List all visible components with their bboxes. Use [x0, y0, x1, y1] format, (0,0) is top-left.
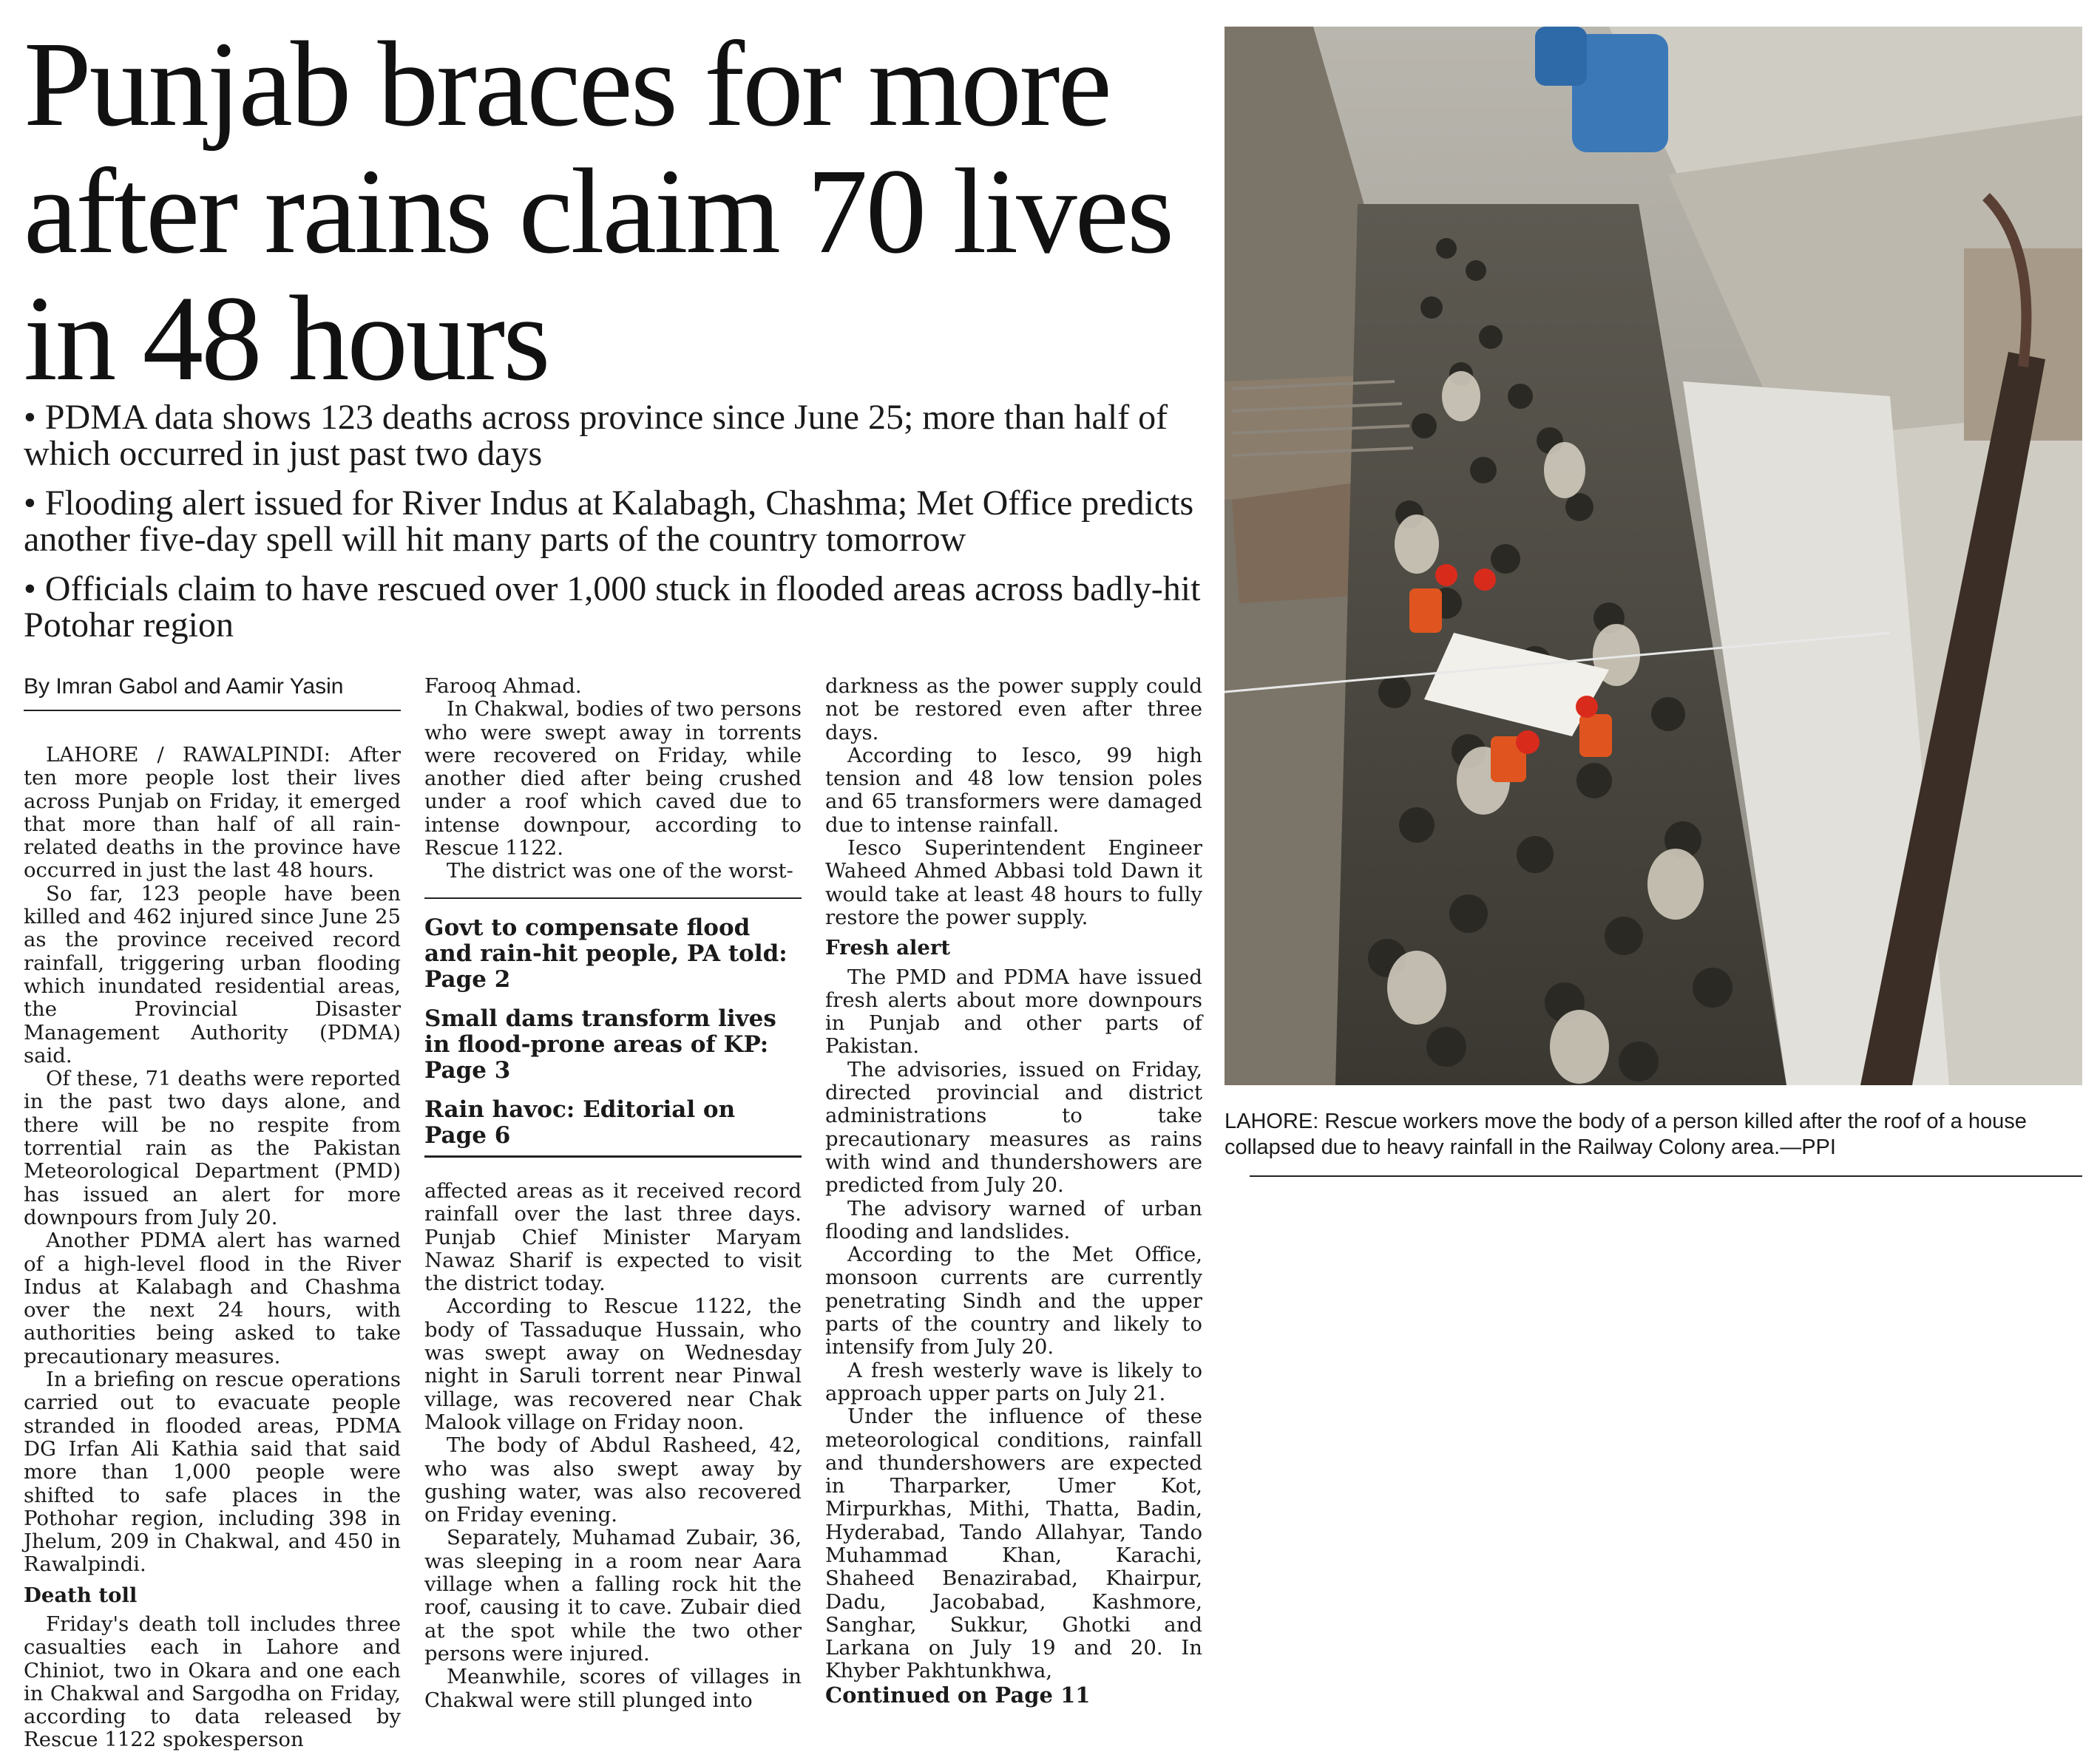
paragraph: The district was one of the worst-: [447, 859, 793, 883]
paragraph: The advisories, issued on Friday, directed provincial and district administrations to take precautionary measures as rains with wind and thundershowers are predicted from July 20.: [825, 1057, 1202, 1198]
paragraph: So far, 123 people have been killed and 462 injured since June 25 as the province received record rainfall, triggering urban flooding which inundated residential areas, the Provincial Disaster Management Authority (PDMA) said.: [24, 881, 401, 1067]
highlights-list: [24, 399, 1207, 656]
highlight-item: • Flooding alert issued for River Indus at Kalabagh, Chashma; Met Office predicts another five-day spell will hit many parts of the country tomorrow: [24, 483, 1194, 559]
subhead-fresh-alert: Fresh alert: [825, 936, 951, 960]
paragraph: The body of Abdul Rasheed, 42, who was also swept away by gushing water, was also recovered on Friday evening.: [424, 1433, 802, 1527]
related-story-link[interactable]: Rain havoc: Editorial on Page 6: [424, 1096, 736, 1149]
paragraph: According to Rescue 1122, the body of Tassaduque Hussain, who was swept away on Wednesday night in Saruli torrent near Pinwal village, was recovered near Chak Malook village on Friday noon.: [424, 1294, 802, 1434]
paragraph: The PMD and PDMA have issued fresh alerts about more downpours in Punjab and other parts of Pakistan.: [825, 965, 1202, 1059]
related-stories-box: [424, 897, 802, 1158]
paragraph: According to Iesco, 99 high tension and 48 low tension poles and 65 transformers were damaged due to intense rainfall.: [825, 743, 1202, 837]
article-column-2-bottom: [424, 1180, 802, 1714]
article-column-2-top: [424, 675, 802, 889]
paragraph: Farooq Ahmad.: [424, 674, 582, 698]
news-photo: [1225, 27, 2082, 1085]
paragraph: The advisory warned of urban flooding and landslides.: [825, 1196, 1202, 1243]
paragraph: Under the influence of these meteorological conditions, rainfall and thundershowers are expected in Tharparker, Umer Kot, Mirpurkhas, Mithi, Thatta, Badin, Hyderabad, Tando Allahyar, Tando Muhammad Khan, Karachi, Shaheed Benazirabad, Khairpur, Dadu, Jacobabad, Kashmore, Sanghar, Sukkur, Ghotki and Larkana on July 19 and 20. In Khyber Pakhtunkhwa,: [825, 1405, 1202, 1683]
highlight-item: • Officials claim to have rescued over 1,000 stuck in flooded areas across badly-hit Potohar region: [24, 569, 1201, 645]
subhead-death-toll: Death toll: [24, 1583, 138, 1607]
related-story-link[interactable]: Govt to compensate flood and rain-hit people, PA told: Page 2: [424, 914, 788, 993]
paragraph: A fresh westerly wave is likely to approach upper parts on July 21.: [825, 1358, 1202, 1405]
paragraph: affected areas as it received record rainfall over the last three days. Punjab Chief Minister Maryam Nawaz Sharif is expected to visit the district today.: [424, 1179, 802, 1296]
paragraph: darkness as the power supply could not be restored even after three days.: [825, 674, 1202, 744]
caption-divider: [1250, 1175, 2082, 1177]
paragraph: According to the Met Office, monsoon currents are currently penetrating Sindh and the upper parts of the country and likely to intensify from July 20.: [825, 1243, 1202, 1359]
article-column-3: [825, 675, 1202, 1714]
article-column-1: [24, 743, 401, 1752]
related-story-link[interactable]: Small dams transform lives in flood-prone areas of KP: Page 3: [424, 1005, 776, 1084]
photo-caption: LAHORE: Rescue workers move the body of a person killed after the roof of a house collapsed due to heavy rainfall in the Railway Colony area.—PPI: [1225, 1110, 2027, 1159]
byline: By Imran Gabol and Aamir Yasin: [24, 673, 401, 711]
paragraph: LAHORE / RAWALPINDI: After ten more people lost their lives across Punjab on Friday, it emerged that more than half of all rain-related deaths in the province have occurred in just the last 48 hours.: [24, 743, 401, 883]
paragraph: In Chakwal, bodies of two persons who were swept away in torrents were recovered on Friday, while another died after being crushed under a roof which caved due to intense downpour, according to Rescue 1122.: [424, 697, 802, 860]
headline: Punjab braces for more after rains claim 70 lives in 48 hours: [24, 16, 1173, 406]
paragraph: Of these, 71 deaths were reported in the past two days alone, and there will be no respite from torrential rain as the Pakistan Meteorological Department (PMD) has issued an alert for more downpours from July 20.: [24, 1067, 401, 1229]
paragraph: In a briefing on rescue operations carried out to evacuate people stranded in flooded areas, PDMA DG Irfan Ali Kathia said that said more than 1,000 people were shifted to safe places in the Pothohar region, including 398 in Jhelum, 209 in Chakwal, and 450 in Rawalpindi.: [24, 1368, 401, 1577]
paragraph: Meanwhile, scores of villages in Chakwal were still plunged into: [424, 1665, 802, 1712]
paragraph: Iesco Superintendent Engineer Waheed Ahmed Abbasi told Dawn it would take at least 48 hours to fully restore the power supply.: [825, 836, 1202, 929]
photo-illustration: [1225, 27, 2082, 1085]
continued-on-page[interactable]: Continued on Page 11: [825, 1683, 1091, 1708]
paragraph: Separately, Muhamad Zubair, 36, was sleeping in a room near Aara village when a falling rock hit the roof, causing it to cave. Zubair died at the spot while the two other persons were injured.: [424, 1526, 802, 1666]
paragraph: Friday's death toll includes three casualties each in Lahore and Chiniot, two in Okara and one each in Chakwal and Sargodha on Friday, according to data released by Rescue 1122 spokesperson: [24, 1612, 401, 1752]
highlight-item: • PDMA data shows 123 deaths across province since June 25; more than half of which occurred in just past two days: [24, 398, 1168, 473]
paragraph: Another PDMA alert has warned of a high-level flood in the River Indus at Kalabagh and Chashma over the next 24 hours, with authorities being asked to take precautionary measures.: [24, 1229, 401, 1368]
